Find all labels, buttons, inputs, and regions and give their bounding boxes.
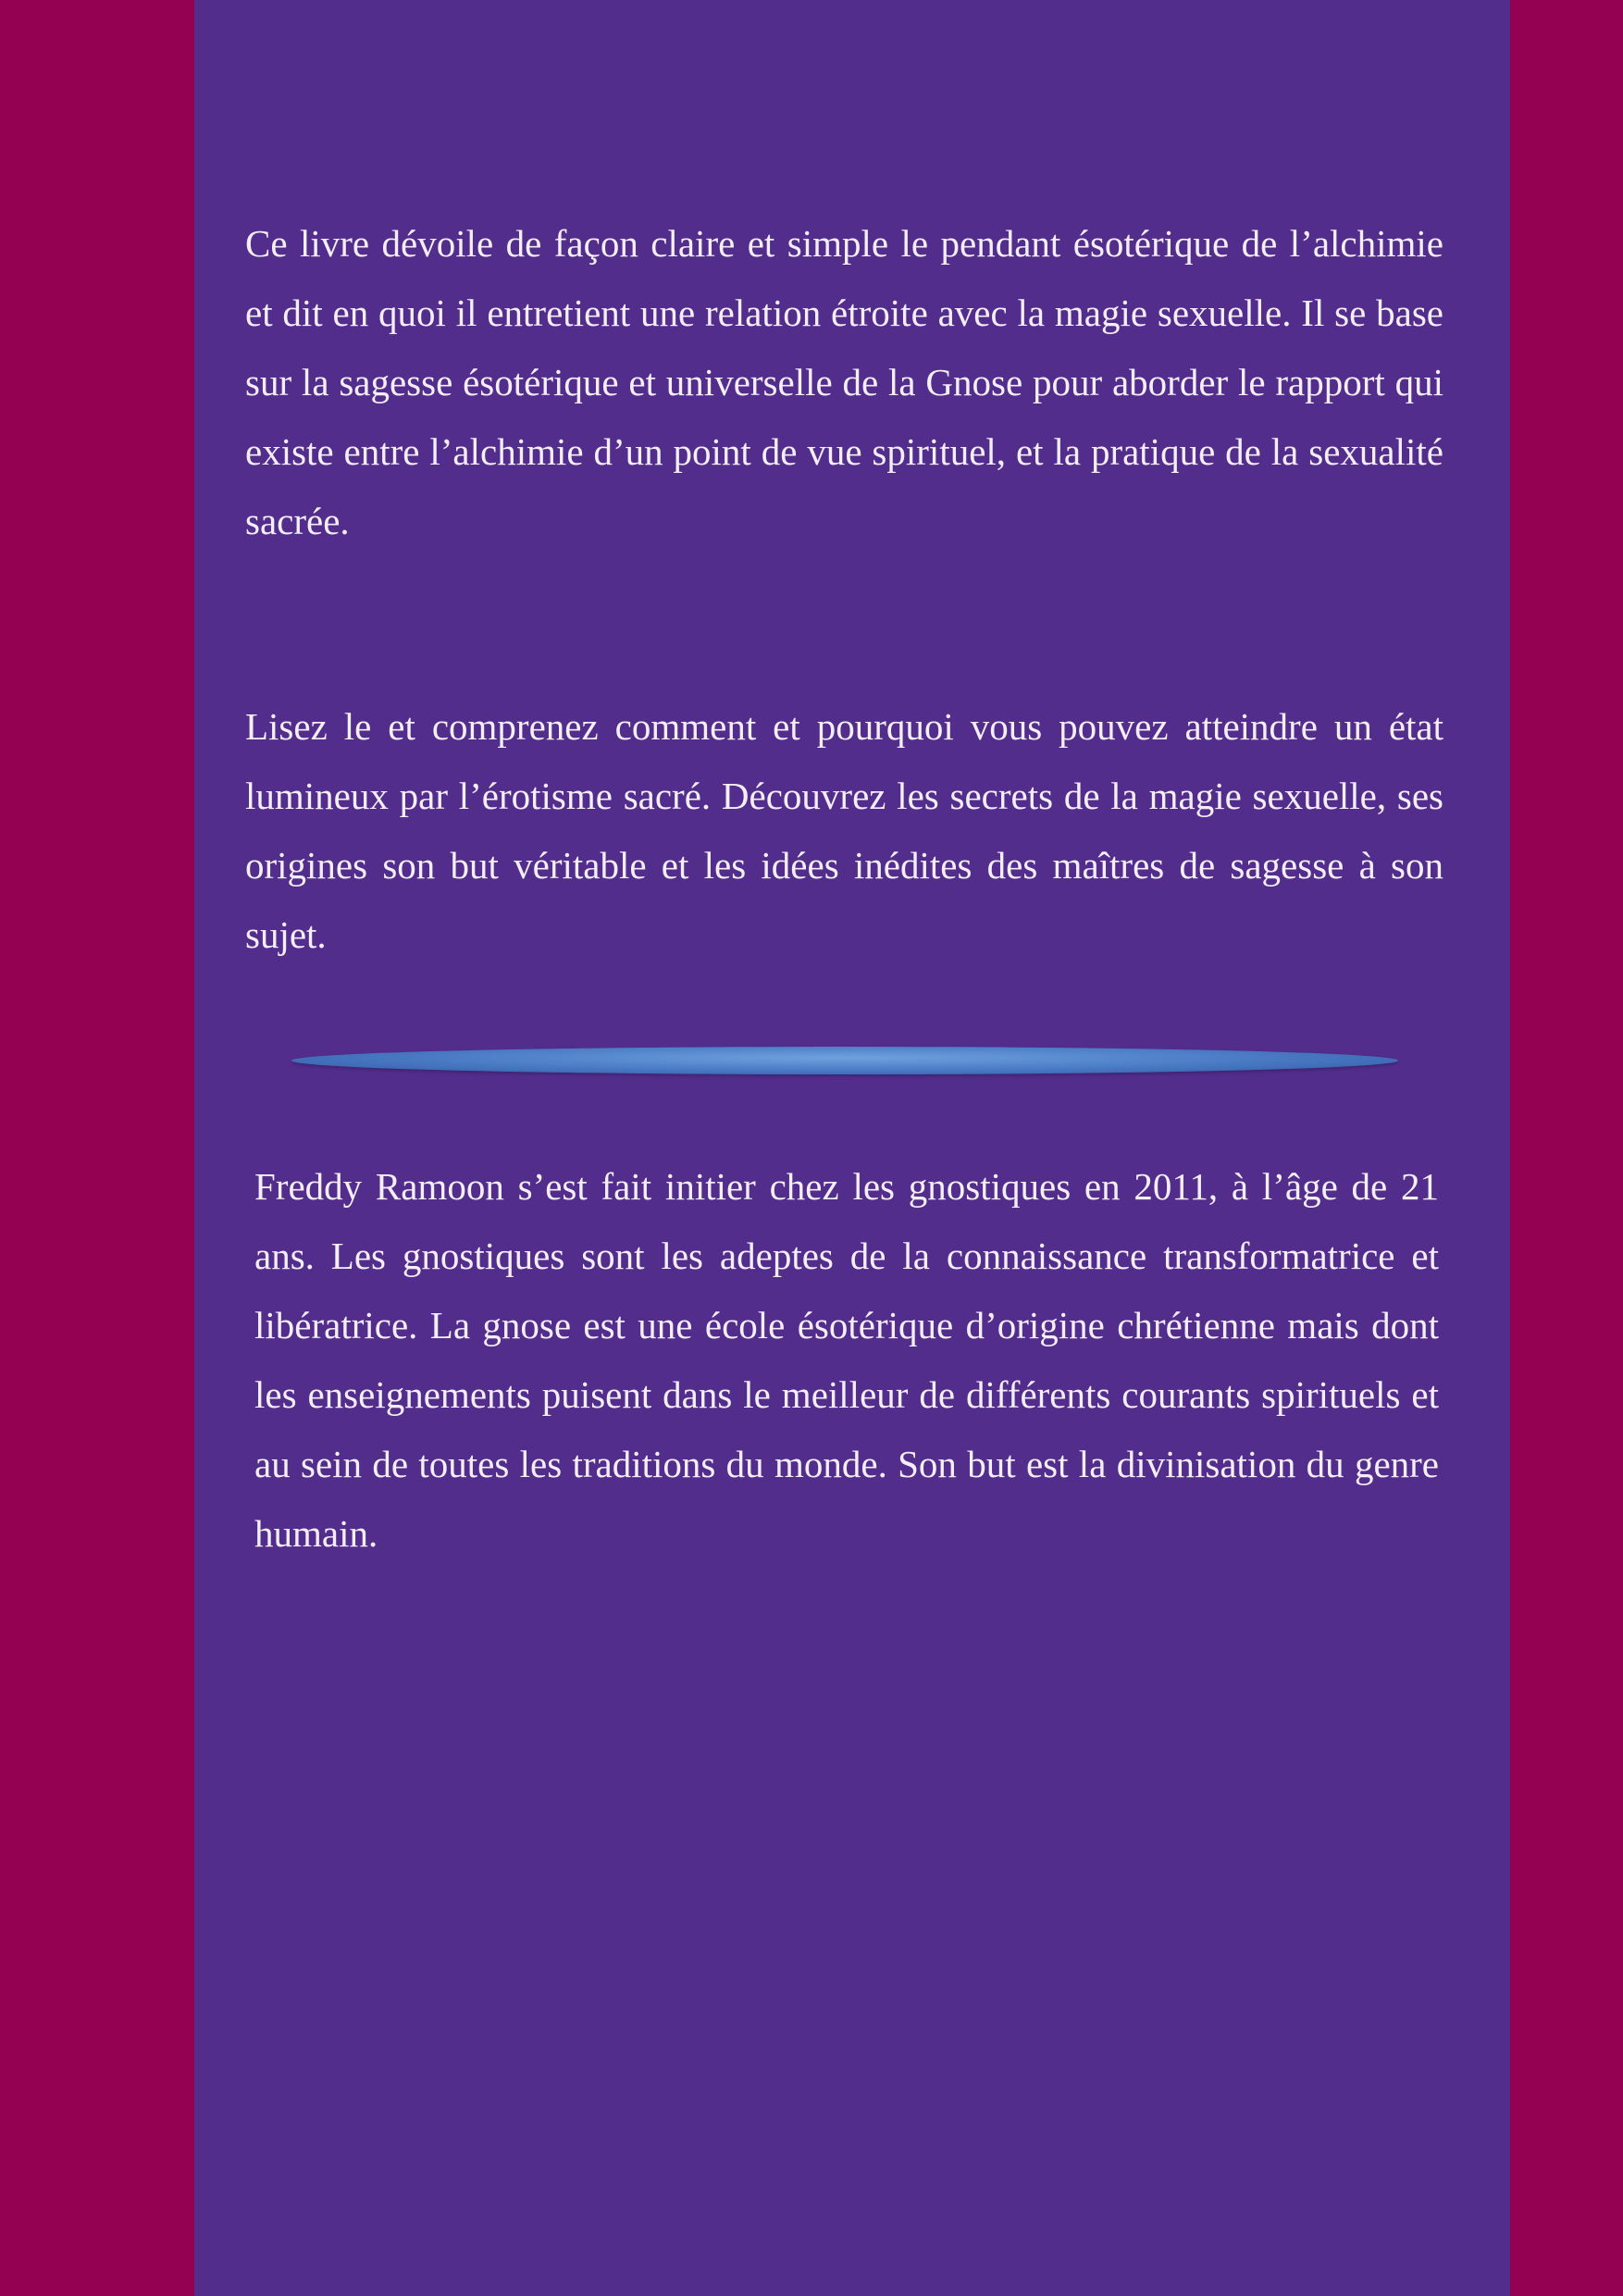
- blurb-paragraph-2: Lisez le et comprenez comment et pourquoi vous pouvez atteindre un état lumineux par l’érotisme sacré. Découvrez les secrets de la magie sexuelle, ses origines son but véritable et les idées inédites des maîtres de sagesse à son sujet.: [245, 705, 1443, 956]
- ornamental-divider: [291, 1047, 1398, 1074]
- blurb-paragraph-1: Ce livre dévoile de façon claire et simple le pendant ésotérique de l’alchimie et dit en quoi il entretient une relation étroite avec la magie sexuelle. Il se base sur la sagesse ésotérique et universelle de la Gnose pour aborder le rapport qui existe entre l’alchimie d’un point de vue spirituel, et la pratique de la sexualité sacrée.: [245, 222, 1443, 542]
- author-bio: Freddy Ramoon s’est fait initier chez les gnostiques en 2011, à l’âge de 21 ans. Les gnostiques sont les adeptes de la connaissance transformatrice et libératrice. La gnose est une école ésotérique d’origine chrétienne mais dont les enseignements puisent dans le meilleur de différents courants spirituels et au sein de toutes les traditions du monde. Son but est la divinisation du genre humain.: [254, 1165, 1439, 1555]
